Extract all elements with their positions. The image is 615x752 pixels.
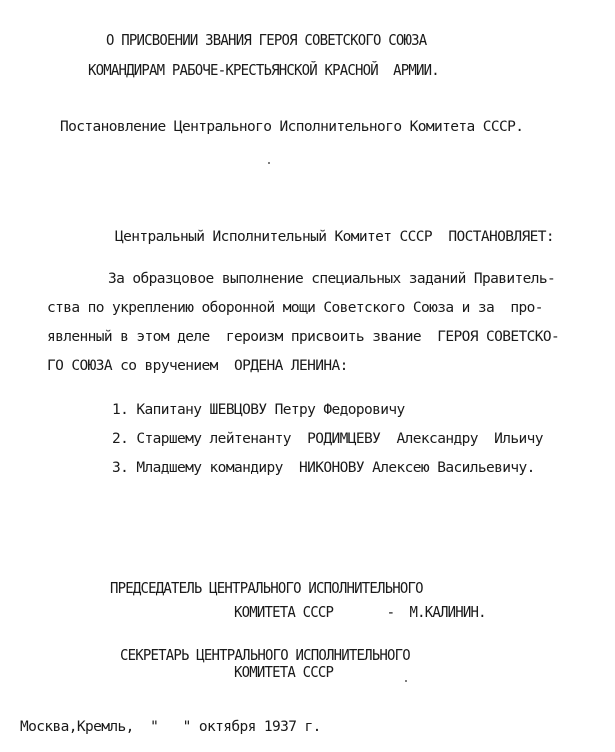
title-line-1: О ПРИСВОЕНИИ ЗВАНИЯ ГЕРОЯ СОВЕТСКОГО СОЮЗА (106, 32, 427, 50)
body-line-3: явленный в этом деле героизм присвоить звание ГЕРОЯ СОВЕТСКО- (47, 329, 560, 345)
speck (268, 162, 270, 164)
body-line-2: ства по укреплению оборонной мощи Советского Союза и за про- (47, 300, 543, 316)
body-line-1: За образцовое выполнение специальных заданий Правитель- (108, 271, 556, 287)
secretary-line-2: КОМИТЕТА СССР (234, 664, 334, 682)
awardee-2: 2. Старшему лейтенанту РОДИМЦЕВУ Александру Ильичу (112, 431, 543, 447)
speck (405, 680, 407, 682)
secretary-line-1: СЕКРЕТАРЬ ЦЕНТРАЛЬНОГО ИСПОЛНИТЕЛЬНОГО (120, 647, 410, 665)
title-line-2: КОМАНДИРАМ РАБОЧЕ-КРЕСТЬЯНСКОЙ КРАСНОЙ АРМИИ. (88, 62, 439, 80)
subtitle: Постановление Центрального Исполнительного Комитета СССР. (60, 119, 524, 135)
awardee-1: 1. Капитану ШЕВЦОВУ Петру Федоровичу (112, 402, 405, 418)
chairman-line-1: ПРЕДСЕДАТЕЛЬ ЦЕНТРАЛЬНОГО ИСПОЛНИТЕЛЬНОГО (110, 580, 423, 598)
chairman-line-2: КОМИТЕТА СССР - М.КАЛИНИН. (234, 604, 486, 622)
preamble: Центральный Исполнительный Комитет СССР ПОСТАНОВЛЯЕТ: (115, 229, 555, 245)
place-date: Москва,Кремль, " " октября 1937 г. (20, 719, 321, 735)
awardee-3: 3. Младшему командиру НИКОНОВУ Алексею Васильевичу. (112, 460, 535, 476)
body-line-4: ГО СОЮЗА со вручением ОРДЕНА ЛЕНИНА: (47, 358, 348, 374)
